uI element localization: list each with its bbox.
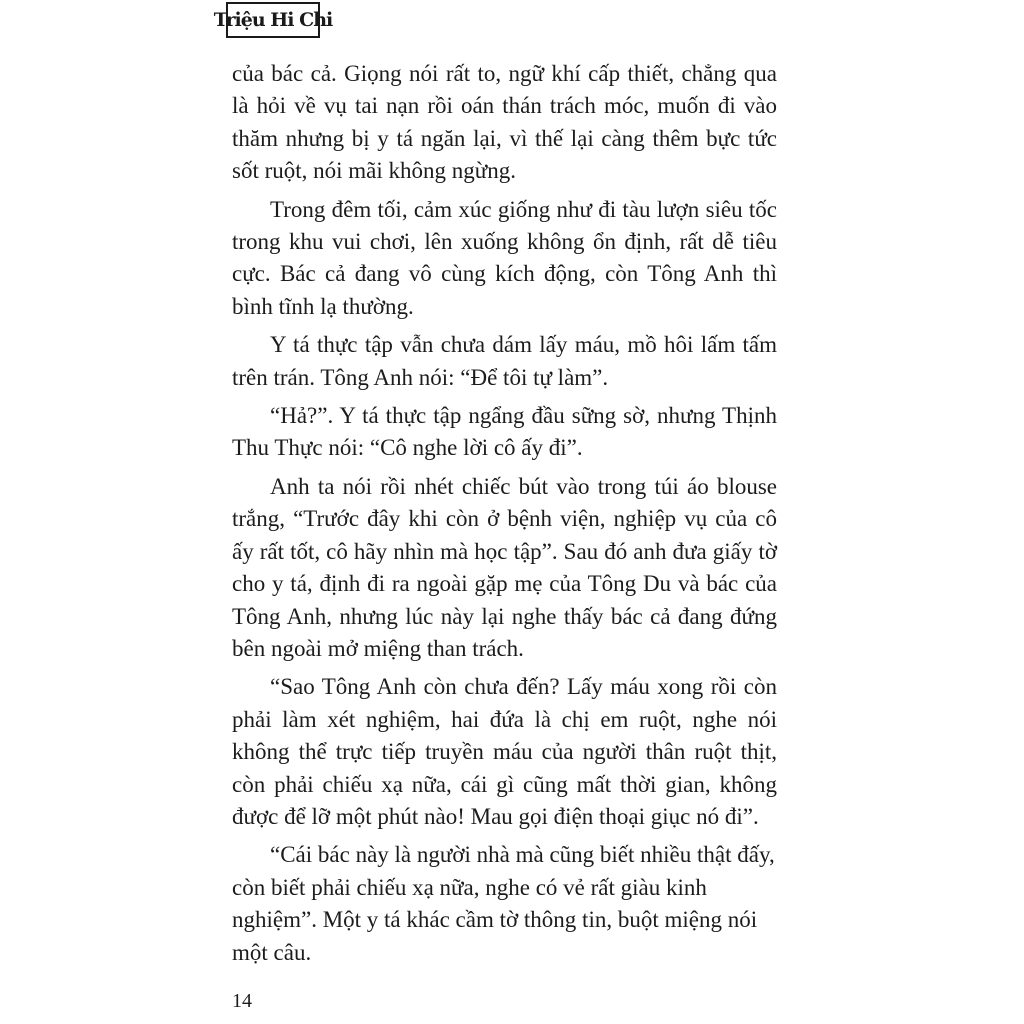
page-number: 14: [232, 990, 252, 1012]
running-title-box: [213, 2, 333, 38]
paragraph: Trong đêm tối, cảm xúc giống như đi tàu lượn siêu tốc trong khu vui chơi, lên xuống không ổn định, rất dễ tiêu cực. Bác cả đang vô cùng kích động, còn Tông Anh thì bình tĩnh lạ thường.: [232, 196, 777, 319]
paragraph: Y tá thực tập vẫn chưa dám lấy máu, mồ hôi lấm tấm trên trán. Tông Anh nói: “Để tôi tự làm”.: [232, 332, 777, 390]
body-text: [232, 58, 777, 975]
running-title: Triệu Hi Chi: [213, 9, 333, 31]
paragraph: Anh ta nói rồi nhét chiếc bút vào trong túi áo blouse trắng, “Trước đây khi còn ở bệnh viện, nghiệp vụ của cô ấy rất tốt, cô hãy nhìn mà học tập”. Sau đó anh đưa giấy tờ cho y tá, định đi ra ngoài gặp mẹ của Tông Du và bác của Tông Anh, nhưng lúc này lại nghe thấy bác cả đang đứng bên ngoài mở miệng than trách.: [232, 473, 777, 661]
paragraph: “Cái bác này là người nhà mà cũng biết nhiều thật đấy, còn biết phải chiếu xạ nữa, nghe có vẻ rất giàu kinh nghiệm”. Một y tá khác cầm tờ thông tin, buột miệng nói một câu.: [232, 842, 775, 965]
paragraph: của bác cả. Giọng nói rất to, ngữ khí cấp thiết, chẳng qua là hỏi về vụ tai nạn rồi oán thán trách móc, muốn đi vào thăm nhưng bị y tá ngăn lại, vì thế lại càng thêm bực tức sốt ruột, nói mãi không ngừng.: [232, 61, 777, 184]
paragraph: “Sao Tông Anh còn chưa đến? Lấy máu xong rồi còn phải làm xét nghiệm, hai đứa là chị em ruột, nghe nói không thể trực tiếp truyền máu của người thân ruột thịt, còn phải chiếu xạ nữa, cái gì cũng mất thời gian, không được để lỡ một phút nào! Mau gọi điện thoại giục nó đi”.: [232, 674, 777, 829]
paragraph: “Hả?”. Y tá thực tập ngẩng đầu sững sờ, nhưng Thịnh Thu Thực nói: “Cô nghe lời cô ấy đi”.: [232, 403, 777, 461]
